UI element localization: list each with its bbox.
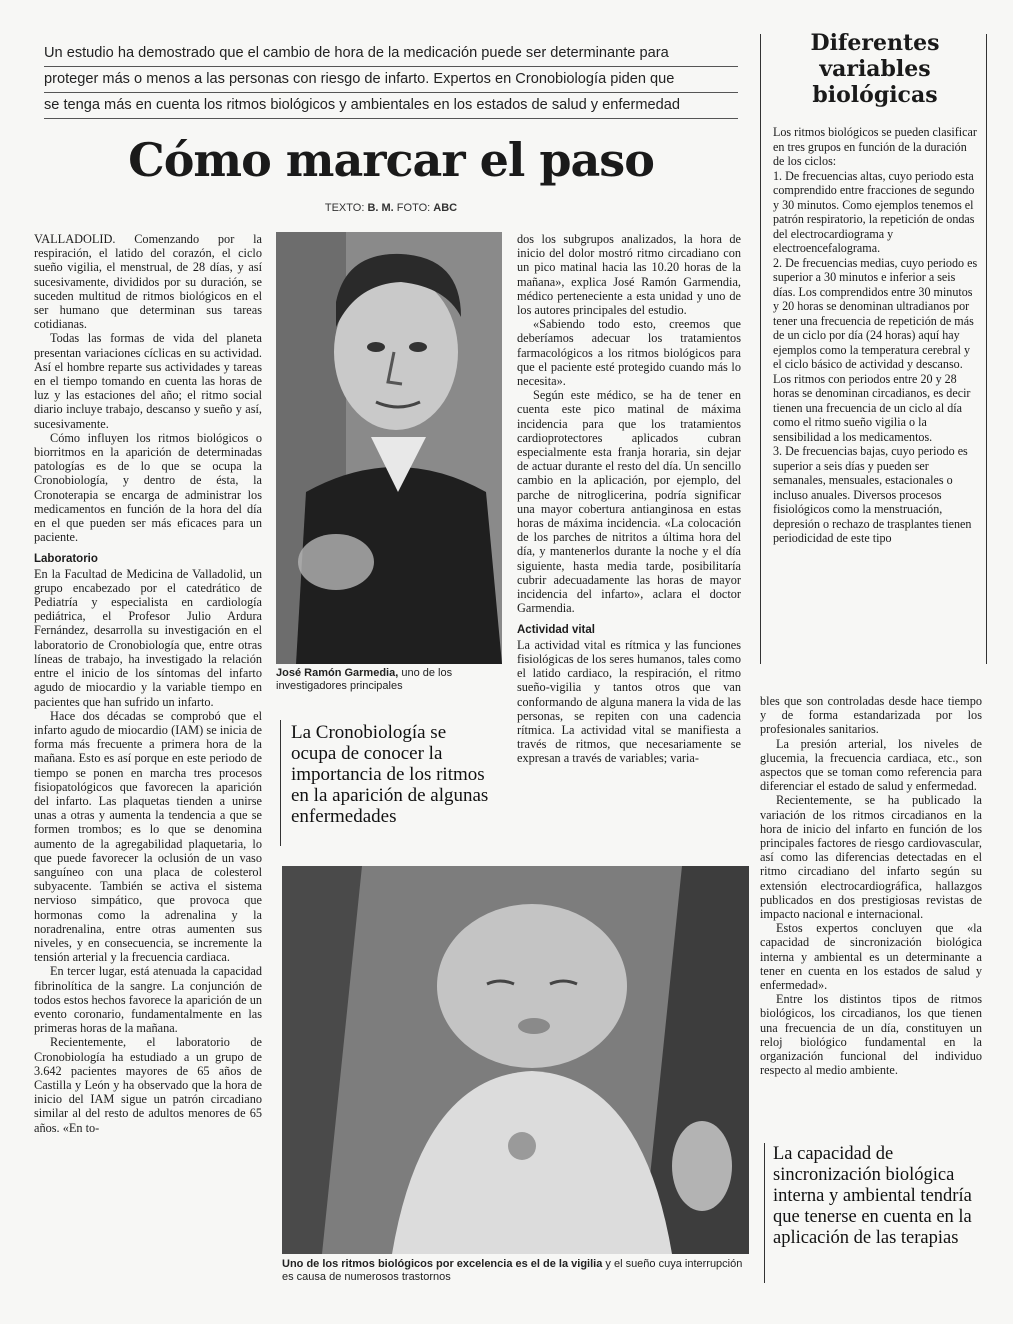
sidebar-title-line: Diferentes xyxy=(810,30,940,56)
credit-photo-label: FOTO: xyxy=(396,202,431,214)
caption-name: José Ramón Garmedia, xyxy=(276,667,399,679)
paragraph: La actividad vital es rítmica y las funciones fisiológicas de los seres humanos, tales como el latido cardiaco, la respiración, el ritmo sueño-vigilia y tantos otros que van conformando de alguna manera la vida de las personas, se repiten con una cadencia rítmica. La actividad vital se manifiesta a través de ritmos, que necesariamente se expresan a través de variables; varia- xyxy=(517,637,741,766)
portrait-photo xyxy=(276,232,502,664)
caption-bold: Uno de los ritmos biológicos por excelencia es el de la vigilia xyxy=(282,1258,603,1270)
credit-text-label: TEXTO: xyxy=(324,202,365,214)
portrait-illustration xyxy=(276,232,502,664)
sidebar-rule-right xyxy=(986,34,987,664)
paragraph: En la Facultad de Medicina de Valladolid, un grupo encabezado por el catedrático de Pediatría y especialista en cardiología pediátrica, el Profesor Julio Ardura Fernández, desarrolla su investigación en el laboratorio de Cronobiología que, entre otras líneas de trabajo, ha investigado la relación entre el inicio de los síntomas del infarto agudo de miocardio y la variable tiempo en pacientes que han sufrido un infarto. xyxy=(34,566,262,709)
paragraph: En tercer lugar, está atenuada la capacidad fibrinolítica de la sangre. La conjunción de todos estos hechos favorece la aparición de un evento coronario, fundamentalmente en las primeras horas de la mañana. xyxy=(34,964,262,1036)
paragraph: VALLADOLID. Comenzando por la respiración, el latido del corazón, el ciclo sueño vigilia, el menstrual, de 28 días, y así sucesivamente, divididos por su duración, se suceden multitud de ritmos biológicos en el ser humano que determinan sus tareas cotidianas. xyxy=(34,232,262,332)
sidebar-intro: Los ritmos biológicos se pueden clasificar en tres grupos en función de la duración de los ciclos: xyxy=(773,125,977,168)
paragraph: Estos expertos concluyen que «la capacidad de sincronización biológica interna y ambiental es un determinante a tener en cuenta en los estados de salud y enfermedad». xyxy=(760,921,982,993)
sidebar-rule-left xyxy=(760,34,761,664)
paragraph: Según este médico, se ha de tener en cuenta este pico matinal de máxima incidencia para que los tratamientos cardioprotectores aplicados cubran especialmente esta franja horaria, sin dejar de actuar durante el resto del día. Un sencillo cambio en la aplicación, por ejemplo, del parche de nitroglicerina, podría significar una mayor cobertura antianginosa en estas horas de máxima incidencia. «La colocación de los parches de nitritos a última hora del día, y mantenerlos durante la noche y el día siguiente, hasta media tarde, posibilitaría cubrir adecuadamente las horas de mayor incidencia del infarto», aclara el doctor Garmendia. xyxy=(517,388,741,616)
article-column-1 xyxy=(34,232,262,1135)
sidebar-title-line: variables xyxy=(819,56,931,82)
lead-line-1: Un estudio ha demostrado que el cambio de hora de la medicación puede ser determinante para xyxy=(44,40,738,67)
paragraph: Hace dos décadas se comprobó que el infarto agudo de miocardio (IAM) se inicia de forma más frecuente a primera hora de la mañana. Esto es así porque en este periodo de tiempo se ponen en marcha tres procesos fisiopatológicos que favorecen la aparición del infarto. Las plaquetas tienden a unirse unas a otras y aumenta la tendencia a que se formen trombos; es lo que se denomina aumento de la agregabilidad plaquetaria, lo que puede favorecer la oclusión de un vaso sanguíneo con una placa de colesterol subyacente. También se activa el sistema nervioso simpático, que provoca que hormonas como la adrenalina y la noradrenalina, entre otras aumenten sus niveles, y en consecuencia, se incremente la tensión arterial y la frecuencia cardiaca. xyxy=(34,708,262,965)
pullquote-rule xyxy=(764,1143,765,1283)
paragraph: dos los subgrupos analizados, la hora de inicio del dolor mostró ritmo circadiano con un pico matinal hacia las 10.20 horas de la mañana», explica José Ramón Garmendia, médico perteneciente a esta unidad y uno de los autores principales del estudio. xyxy=(517,232,741,318)
sidebar-item-1: 1. De frecuencias altas, cuyo periodo esta comprendido entre fracciones de segundo y 30 minutos. Como ejemplos tenemos el patrón respiratorio, la repetición de ondas del electrocardiograma y electroencefalograma. xyxy=(773,168,975,255)
pull-quote-1: La Cronobiología se ocupa de conocer la importancia de los ritmos en la aparición de algunas enfermedades xyxy=(291,722,489,827)
photo-caption-baby xyxy=(282,1258,752,1284)
subhead-actividad-vital: Actividad vital xyxy=(517,624,595,637)
article-column-4 xyxy=(760,694,982,1077)
baby-illustration xyxy=(282,866,749,1254)
sidebar-item-2: 2. De frecuencias medias, cuyo periodo es superior a 30 minutos e inferior a seis días. Los comprendidos entre 30 minutos y 20 horas se denominan ultradianos por tener una frecuencia de repetición de más de un ciclo por día (24 horas) aquí hay ejemplos como la temperatura cerebral y el ciclo básico de actividad y descanso. Los ritmos con periodos entre 20 y 28 horas se denominan circadianos, es decir tienen una frecuencia de un ciclo al día como el ritmo sueño vigilia o la sensibilidad a los medicamentos. xyxy=(773,255,978,444)
paragraph: Cómo influyen los ritmos biológicos o biorritmos en la aparición de determinadas patologías es de lo que se ocupa la Cronobiología, y dentro de ésta, la Cronoterapia se encarga de administrar los medicamentos en función de la hora del día en el que pueden ser más eficaces para un paciente. xyxy=(34,430,262,545)
paragraph: Recientemente, se ha publicado la variación de los ritmos circadianos en la hora de inicio del infarto en función de los principales factores de riesgo cardiovascular, así como las diferencias detectadas en el ritmo circadiano del infarto según su extensión electrocardiográfica, hallazgos publicados en dos prestigiosas revistas de impacto nacional e internacional. xyxy=(760,793,982,922)
byline xyxy=(44,202,738,214)
caption-text: uno de los investigadores principales xyxy=(276,667,453,692)
paragraph: bles que son controladas desde hace tiempo y de forma estandarizada por los profesionales sanitarios. xyxy=(760,694,982,737)
lead-line-3: se tenga más en cuenta los ritmos biológicos y ambientales en los estados de salud y enfermedad xyxy=(44,92,738,119)
paragraph: Todas las formas de vida del planeta presentan variaciones cíclicas en su actividad. Así el hombre reparte sus actividades y tareas en el tiempo tomando en cuenta las horas de luz y las estaciones del año; el ritmo social diario incluye trabajo, descanso y sueño y así, sucesivamente. xyxy=(34,331,262,431)
paragraph: Recientemente, el laboratorio de Cronobiología ha estudiado a un grupo de 3.642 pacientes mayores de 65 años de Castilla y León y ha observado que la hora de inicio del IAM sigue un patrón circadiano similar al del resto de adultos menores de 65 años. «En to- xyxy=(34,1035,262,1135)
paragraph: La presión arterial, los niveles de glucemia, la frecuencia cardiaca, etc., son aspectos que se toman como referencia para diferenciar el estado de salud y enfermedad. xyxy=(760,736,982,794)
credit-photo-author: ABC xyxy=(433,202,458,214)
subhead-laboratorio: Laboratorio xyxy=(34,553,98,566)
paragraph: Entre los distintos tipos de ritmos biológicos, los circadianos, los que tienen una frecuencia de un día, constituyen un reloj biológico fundamental en la organización funcional del individuo respecto al medio ambiente. xyxy=(760,992,982,1078)
sidebar-title-line: biológicas xyxy=(812,82,938,108)
lead-line-2: proteger más o menos a las personas con riesgo de infarto. Expertos en Cronobiología piden que xyxy=(44,66,738,93)
sidebar-body xyxy=(773,125,978,546)
paragraph: «Sabiendo todo esto, creemos que deberíamos adecuar los tratamientos farmacológicos a los ritmos biológicos para que el paciente esté protegido cuando más lo necesita». xyxy=(517,317,741,389)
pull-quote-2: La capacidad de sincronización biológica interna y ambiental tendría que tenerse en cuenta en la aplicación de las terapias xyxy=(773,1144,972,1248)
sidebar-item-3: 3. De frecuencias bajas, cuyo periodo es superior a seis días y pueden ser semanales, mensuales, estacionales o incluso anuales. Diversos procesos fisiológicos como la menstruación, depresión o rechazo de trasplantes tienen periodicidad de este tipo xyxy=(773,444,972,545)
article-column-3 xyxy=(517,232,741,766)
caption-text: y el sueño cuya interrupción es causa de numerosos trastornos xyxy=(282,1258,743,1283)
sidebar-title xyxy=(766,30,984,108)
headline: Cómo marcar el paso xyxy=(128,133,654,187)
credit-text-author: B. M. xyxy=(367,202,394,214)
baby-photo xyxy=(282,866,749,1254)
pullquote-rule xyxy=(280,720,281,846)
photo-caption-portrait xyxy=(276,667,502,693)
